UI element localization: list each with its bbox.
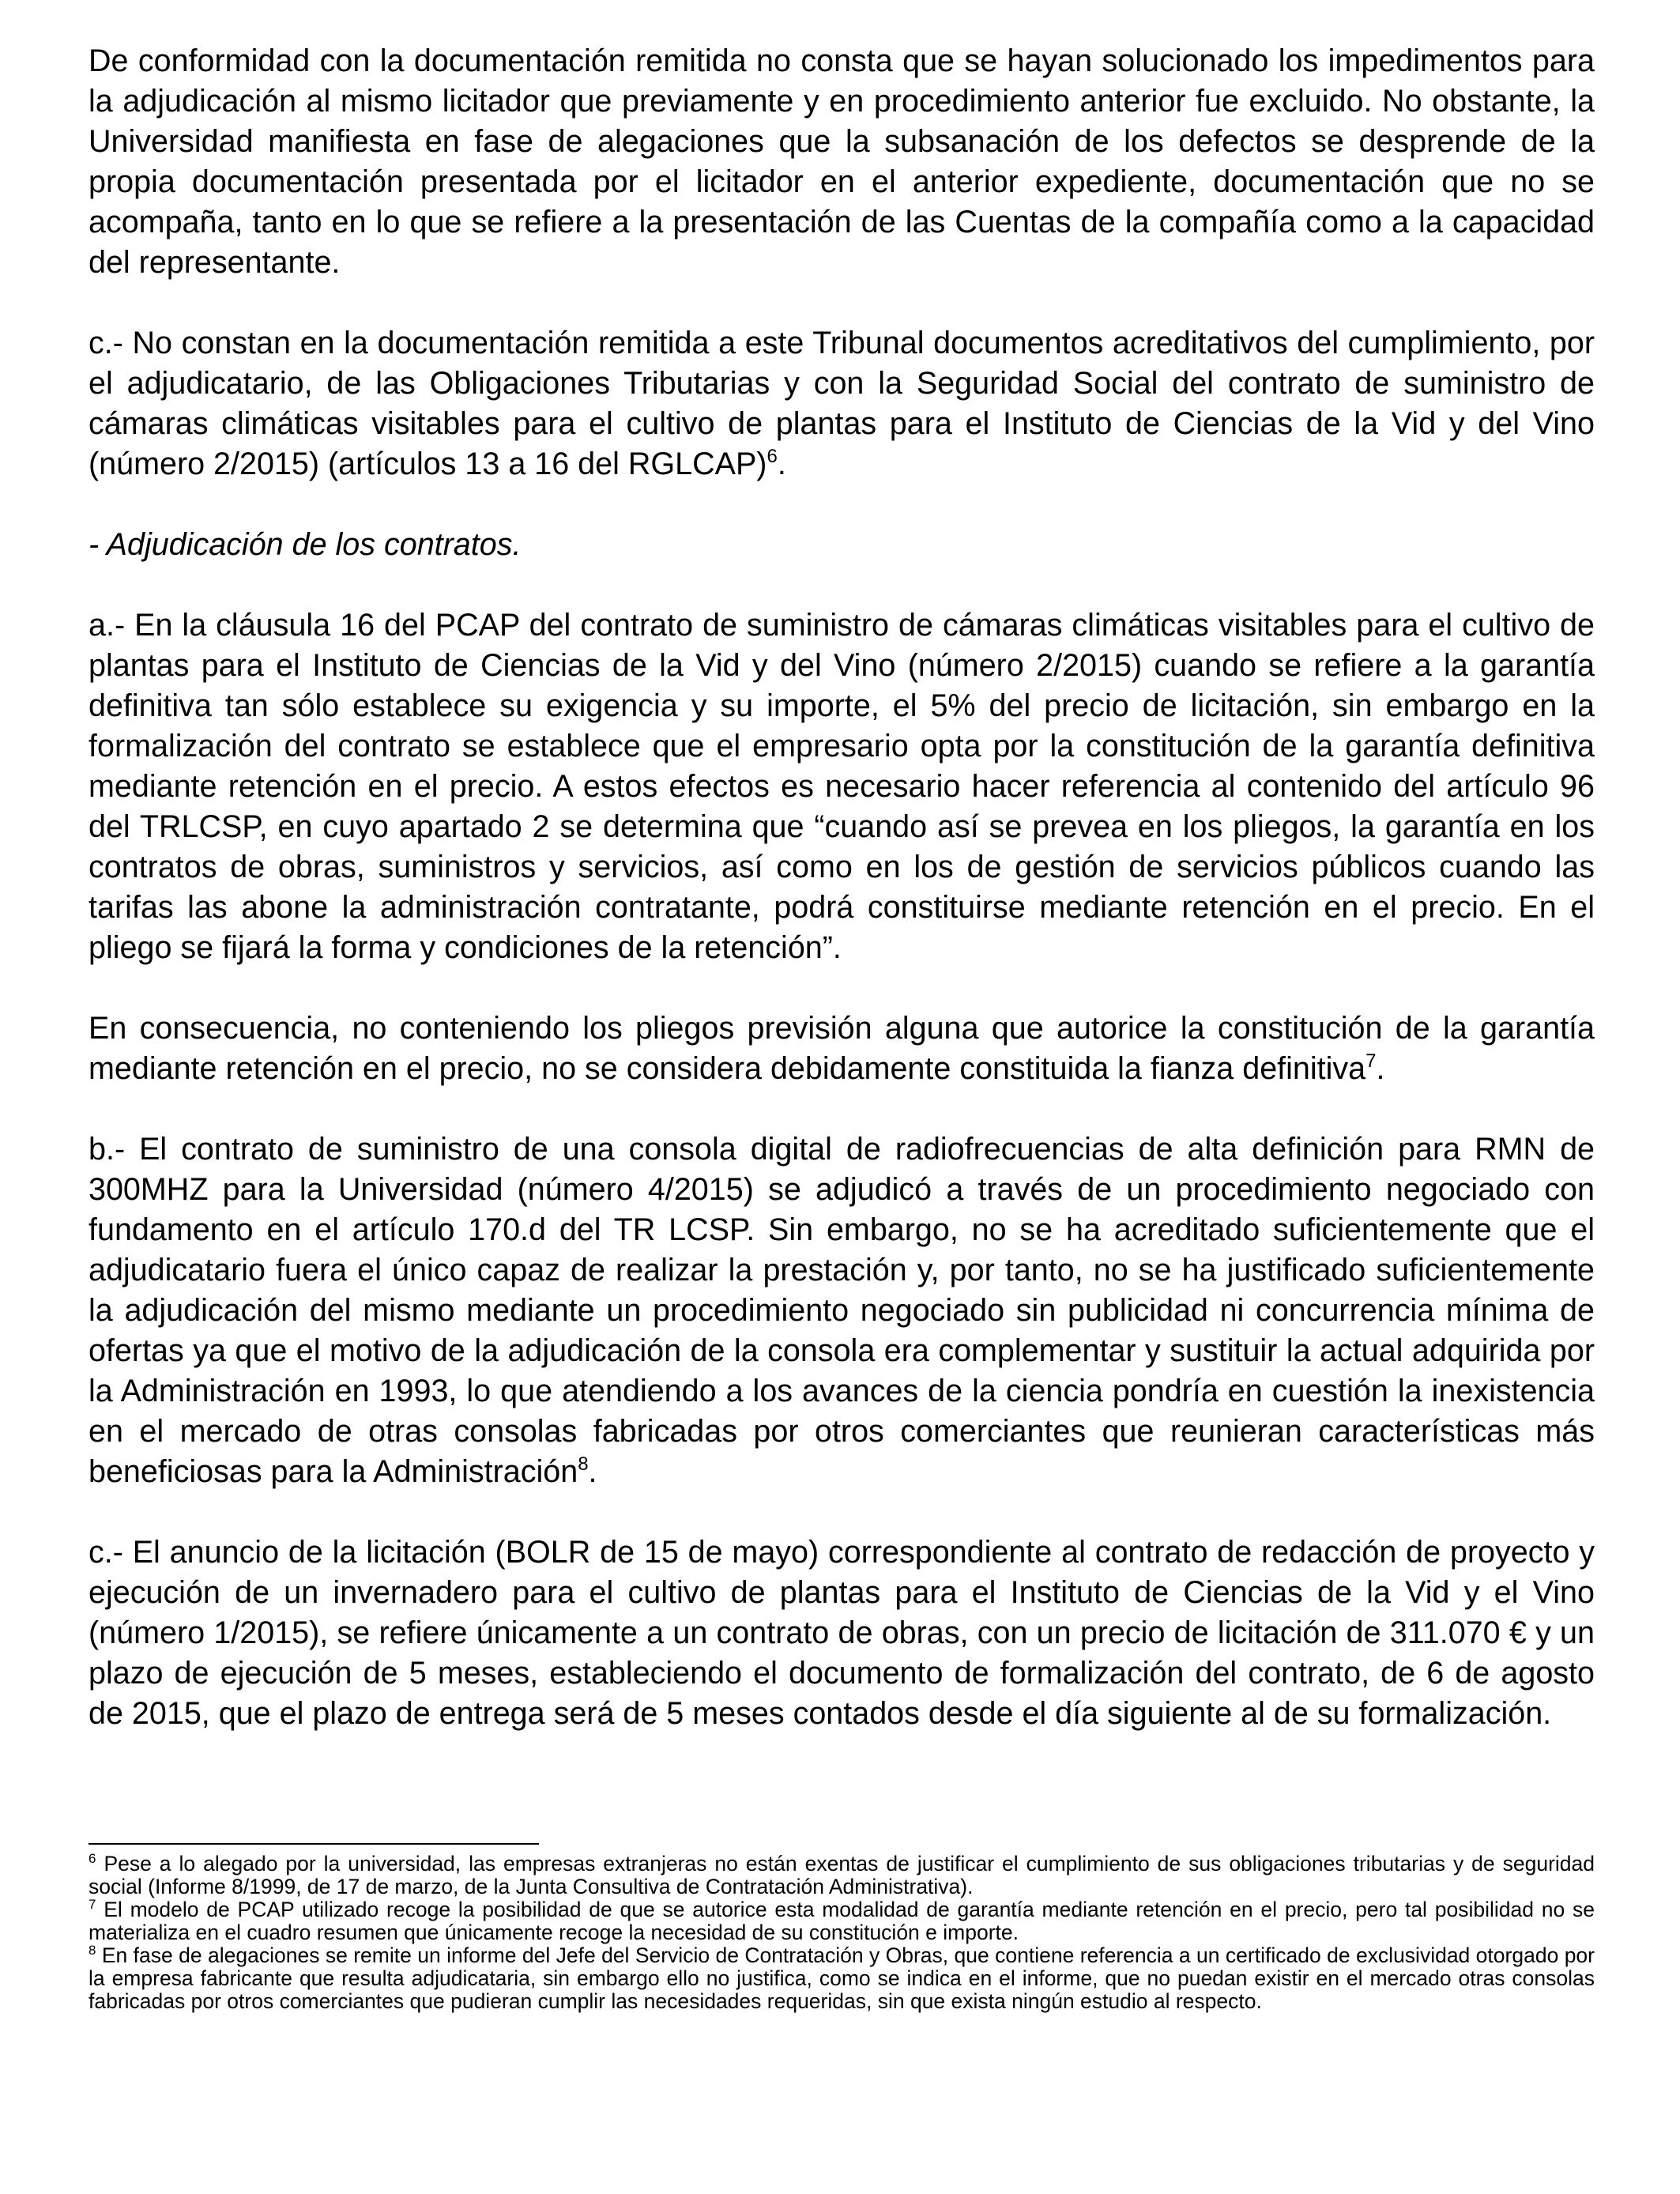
paragraph-punctuation: . (1376, 1051, 1385, 1086)
paragraph-punctuation: . (588, 1454, 597, 1489)
paragraph-a-clausula (89, 605, 1595, 968)
paragraph-b-consola (89, 1129, 1595, 1492)
footnote-ref-6[interactable]: 6 (767, 446, 778, 467)
paragraph-consecuencia (89, 1008, 1595, 1089)
paragraph-text: a.- En la cláusula 16 del PCAP del contrato de suministro de cámaras climáticas visitables para el cultivo de plantas para el Instituto de Ciencias de la Vid y del Vino (número 2/2015) cuando se refiere a la garantía definitiva tan sólo establece su exigencia y su importe, el 5% del precio de licitación, sin embargo en la formalización del contrato se establece que el empresario opta por la constitución de la garantía definitiva mediante retención en el precio. A estos efectos es necesario hacer referencia al contenido del artículo 96 del TRLCSP, en cuyo apartado 2 se determina que “cuando así se prevea en los pliegos, la garantía en los contratos de obras, suministros y servicios, así como en los de gestión de servicios públicos cuando las tarifas las abone la administración contratante, podrá constituirse mediante retención en el precio. En el pliego se fijará la forma y condiciones de la retención”. (89, 608, 1595, 965)
paragraph-c-obligaciones (89, 323, 1595, 484)
footnote-7 (89, 1898, 1595, 1944)
section-heading-adjudicacion (89, 525, 1595, 565)
paragraph-intro (89, 41, 1595, 283)
paragraph-text: b.- El contrato de suministro de una consola digital de radiofrecuencias de alta definición para RMN de 300MHZ para la Universidad (número 4/2015) se adjudicó a través de un procedimiento negociado con fundamento en el artículo 170.d del TR LCSP. Sin embargo, no se ha acreditado suficientemente que el adjudicatario fuera el único capaz de realizar la prestación y, por tanto, no se ha justificado suficientemente la adjudicación del mismo mediante un procedimiento negociado sin publicidad ni concurrencia mínima de ofertas ya que el motivo de la adjudicación de la consola era complementar y sustituir la actual adquirida por la Administración en 1993, lo que atendiendo a los avances de la ciencia pondría en cuestión la inexistencia en el mercado de otras consolas fabricadas por otros comerciantes que reunieran características más beneficiosas para la Administración (89, 1132, 1595, 1489)
footnote-number: 8 (89, 1943, 96, 1958)
footnote-8 (89, 1944, 1595, 2013)
document-body (89, 41, 1595, 1734)
footnotes (89, 1853, 1595, 2013)
footnote-text: En fase de alegaciones se remite un informe del Jefe del Servicio de Contratación y Obras, que contiene referencia a un certificado de exclusividad otorgado por la empresa fabricante que resulta adjudicataria, sin embargo ello no justifica, como se indica en el informe, que no puedan existir en el mercado otras consolas fabricadas por otros comerciantes que pudieran cumplir las necesidades requeridas, sin que exista ningún estudio al respecto. (89, 1943, 1595, 2013)
section-heading-text: - Adjudicación de los contratos. (89, 527, 522, 562)
footnote-text: El modelo de PCAP utilizado recoge la posibilidad de que se autorice esta modalidad de garantía mediante retención en el precio, pero tal posibilidad no se materializa en el cuadro resumen que únicamente recoge la necesidad de su constitución e importe. (89, 1898, 1595, 1944)
paragraph-text: c.- No constan en la documentación remitida a este Tribunal documentos acreditativos del cumplimiento, por el adjudicatario, de las Obligaciones Tributarias y con la Seguridad Social del contrato de suministro de cámaras climáticas visitables para el cultivo de plantas para el Instituto de Ciencias de la Vid y del Vino (número 2/2015) (artículos 13 a 16 del RGLCAP) (89, 326, 1595, 481)
footnote-ref-7[interactable]: 7 (1365, 1050, 1377, 1072)
footnote-number: 6 (89, 1851, 96, 1866)
paragraph-text: c.- El anuncio de la licitación (BOLR de 15 de mayo) correspondiente al contrato de redacción de proyecto y ejecución de un invernadero para el cultivo de plantas para el Instituto de Ciencias de la Vid y el Vino (número 1/2015), se refiere únicamente a un contrato de obras, con un precio de licitación de 311.070 € y un plazo de ejecución de 5 meses, estableciendo el documento de formalización del contrato, de 6 de agosto de 2015, que el plazo de entrega será de 5 meses contados desde el día siguiente al de su formalización. (89, 1535, 1595, 1731)
footnote-6 (89, 1853, 1595, 1898)
footnote-separator (89, 1843, 539, 1845)
footnote-text: Pese a lo alegado por la universidad, las empresas extranjeras no están exentas de justificar el cumplimiento de sus obligaciones tributarias y de seguridad social (Informe 8/1999, de 17 de marzo, de la Junta Consultiva de Contratación Administrativa). (89, 1852, 1595, 1898)
paragraph-punctuation: . (777, 447, 786, 481)
paragraph-c-anuncio (89, 1532, 1595, 1734)
footnote-number: 7 (89, 1897, 96, 1912)
paragraph-text: De conformidad con la documentación remitida no consta que se hayan solucionado los impedimentos para la adjudicación al mismo licitador que previamente y en procedimiento anterior fue excluido. No obstante, la Universidad manifiesta en fase de alegaciones que la subsanación de los defectos se desprende de la propia documentación presentada por el licitador en el anterior expediente, documentación que no se acompaña, tanto en lo que se refiere a la presentación de las Cuentas de la compañía como a la capacidad del representante. (89, 43, 1595, 280)
paragraph-text: En consecuencia, no conteniendo los pliegos previsión alguna que autorice la constitución de la garantía mediante retención en el precio, no se considera debidamente constituida la fianza definitiva (89, 1011, 1595, 1086)
footnote-ref-8[interactable]: 8 (578, 1453, 589, 1475)
